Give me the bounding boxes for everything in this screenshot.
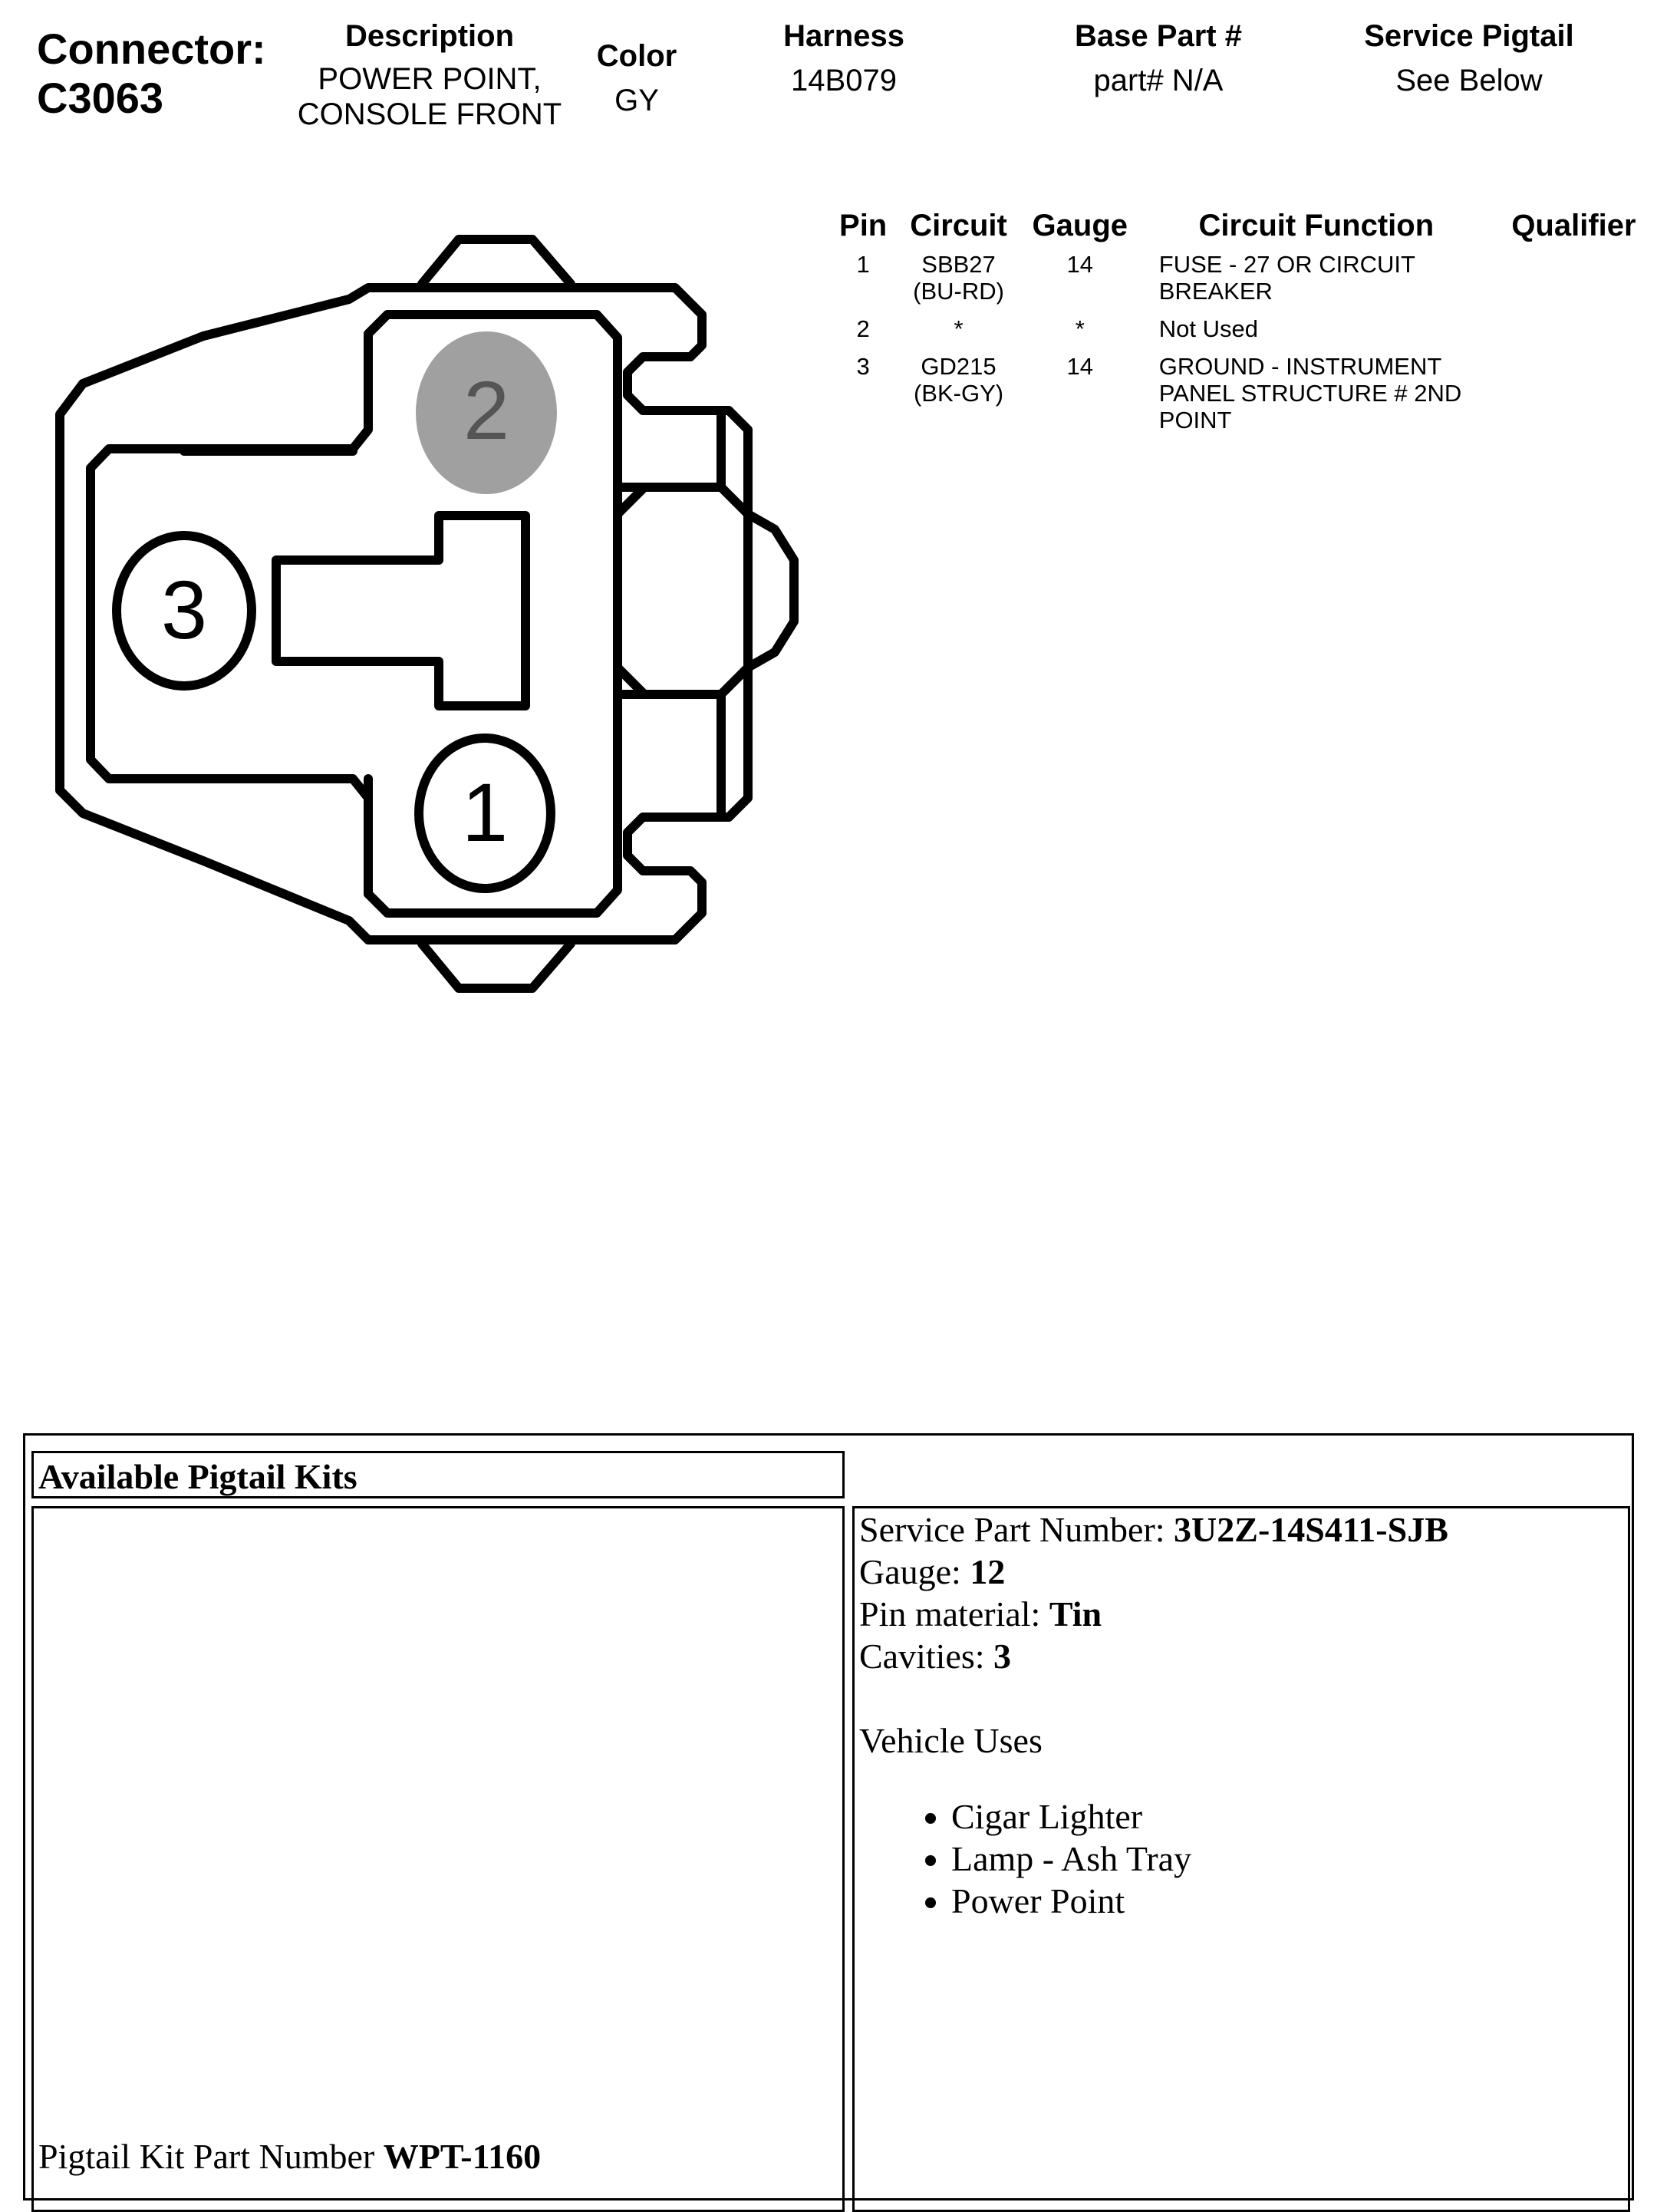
pin-3-label: 3 [160,563,208,656]
base-part-value: part# N/A [1093,64,1224,97]
pin-2-label: 2 [463,364,510,457]
service-part-row [859,1508,1448,1551]
harness-column [736,18,951,98]
cavities-row [859,1635,1448,1677]
pin-table-header-row [827,209,1657,251]
pigtail-kits-header-cell [31,1451,845,1498]
service-pigtail-label: Service Pigtail [1364,19,1574,53]
vehicle-uses-heading: Vehicle Uses [859,1721,1043,1760]
function-line: GROUND - INSTRUMENT [1158,353,1442,380]
function-line: Not Used [1158,315,1258,342]
function-cell [1142,251,1491,315]
base-part-column [1028,18,1289,98]
pin-1-label: 1 [461,766,509,859]
circuit-cell [899,315,1018,353]
pin-material-row [859,1593,1448,1635]
pigtail-details-cell [852,1506,1630,2212]
service-pigtail-value: See Below [1395,64,1543,97]
qualifier-cell [1491,315,1657,353]
function-line: PANEL STRUCTURE # 2ND [1158,380,1462,407]
function-cell [1142,315,1491,353]
qualifier-cell [1491,353,1657,444]
pin-cell: 3 [856,353,870,380]
connector-id: C3063 [37,74,164,122]
cavities-label: Cavities: [859,1637,994,1676]
kit-part-value: WPT-1160 [383,2137,542,2176]
table-row [827,251,1657,315]
service-pigtail-column [1327,18,1611,98]
circuit-id: * [954,315,964,342]
table-row [827,353,1657,444]
function-line: FUSE - 27 OR CIRCUIT [1158,251,1415,278]
service-part-label: Service Part Number: [859,1510,1174,1549]
gauge-column-header: Gauge [1032,209,1128,242]
list-item: • Cigar Lighter [951,1795,1448,1838]
function-cell [1142,353,1491,444]
function-line: POINT [1158,407,1232,433]
pigtail-kits-title: Available Pigtail Kits [38,1457,357,1496]
description-value-line1: POWER POINT, [318,62,542,96]
qualifier-column-header: Qualifier [1511,209,1636,242]
circuit-color: (BK-GY) [913,380,1004,407]
pin-material-label: Pin material: [859,1594,1049,1633]
pigtail-details [859,1508,1448,1922]
description-label: Description [344,19,515,53]
list-item: • Power Point [951,1880,1448,1922]
circuit-id: GD215 [921,353,997,380]
pin-cell: 1 [856,251,870,278]
gauge-row [859,1551,1448,1593]
connector-face-diagram [46,223,805,1005]
color-column [568,38,706,118]
pigtail-kits-table [23,1433,1634,2200]
kit-part-label: Pigtail Kit Part Number [38,2137,384,2176]
gauge-label: Gauge: [859,1552,970,1591]
kit-part-number [38,2138,541,2176]
qualifier-cell [1491,251,1657,315]
pigtail-image-cell [31,1506,845,2212]
pin-column-header: Pin [839,209,888,242]
circuit-id: SBB27 [921,251,996,278]
vehicle-uses-list [859,1795,1448,1922]
color-value: GY [614,84,659,117]
gauge-value: 12 [970,1552,1006,1591]
pin-cell: 2 [856,315,870,342]
harness-label: Harness [783,19,904,53]
gauge-cell: 14 [1066,353,1094,380]
table-row [827,315,1657,353]
description-value-line2: CONSOLE FRONT [297,97,562,131]
base-part-label: Base Part # [1075,19,1242,53]
harness-value: 14B079 [791,64,897,97]
color-label: Color [596,39,677,73]
circuit-cell [899,251,1018,315]
service-part-value: 3U2Z-14S411-SJB [1174,1510,1448,1549]
function-line: BREAKER [1158,278,1273,305]
description-column [261,18,598,132]
gauge-cell: * [1075,315,1085,342]
pin-table [827,209,1657,444]
circuit-column-header: Circuit [910,209,1007,242]
connector-label: Connector: [37,25,266,73]
circuit-color: (BU-RD) [913,278,1004,305]
list-item: • Lamp - Ash Tray [951,1838,1448,1880]
circuit-cell [899,353,1018,444]
connector-heading [37,25,266,123]
pin-material-value: Tin [1049,1594,1102,1633]
function-column-header: Circuit Function [1198,209,1435,242]
gauge-cell: 14 [1066,251,1094,278]
cavities-value: 3 [993,1637,1012,1676]
